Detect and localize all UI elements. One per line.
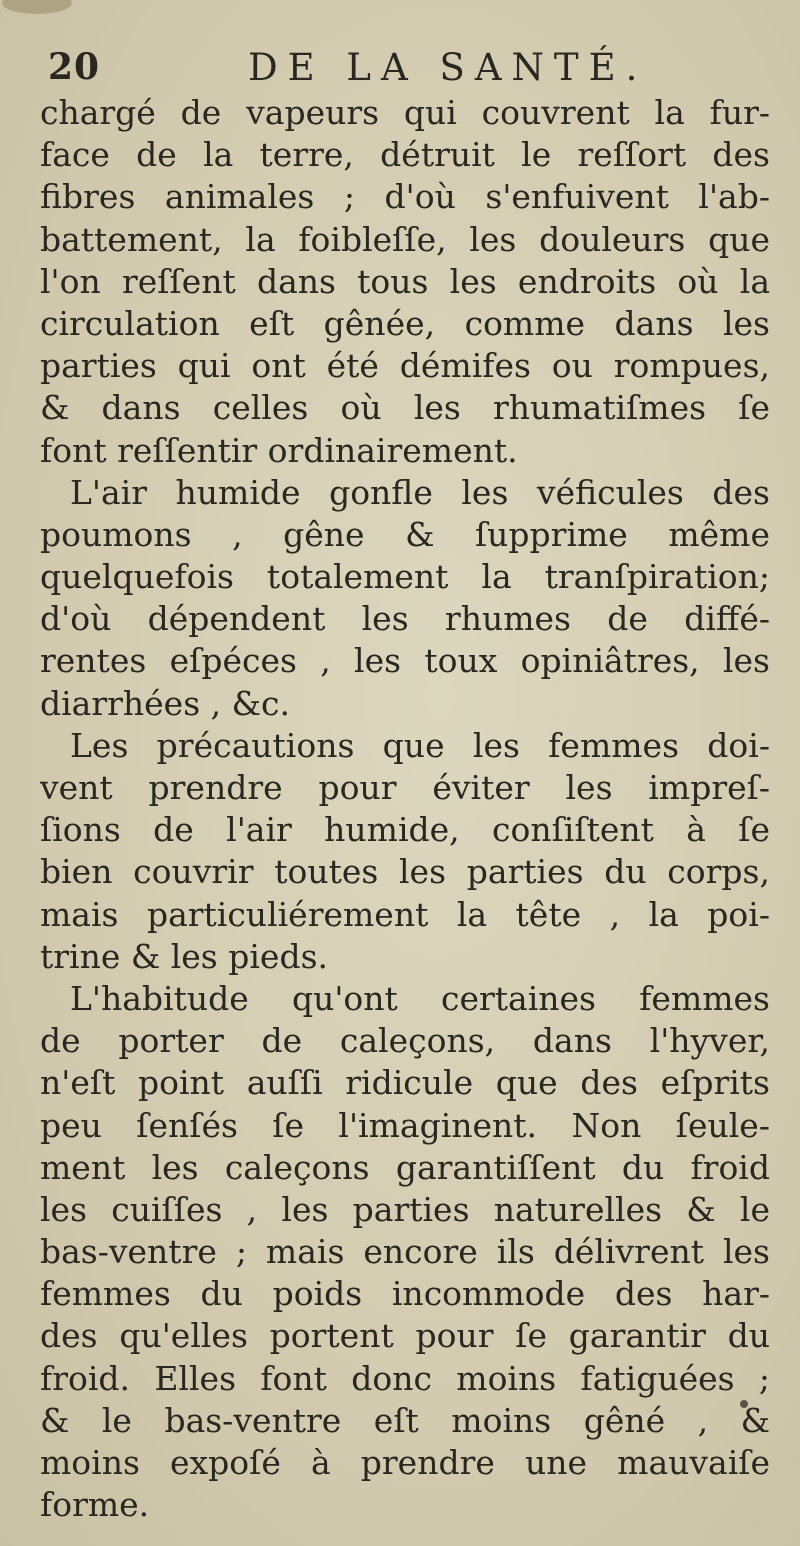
text-line: froid. Elles font donc moins fatiguées ;: [40, 1358, 770, 1398]
text-line: chargé de vapeurs qui couvrent la fur-: [40, 93, 770, 132]
text-line: rentes eſpéces , les toux opiniâtres, les: [40, 641, 770, 681]
text-line: bien couvrir toutes les parties du corps,: [40, 852, 770, 892]
text-line: vent prendre pour éviter les impreſ-: [40, 768, 770, 807]
text-line: L'habitude qu'ont certaines femmes: [70, 978, 770, 1018]
running-title: DE LA SANTÉ.: [248, 46, 648, 89]
text-line: font reſſentir ordinairement.: [40, 430, 518, 470]
text-line: parties qui ont été démifes ou rompues,: [40, 346, 770, 386]
text-line: ment les caleçons garantiſſent du froid: [40, 1147, 770, 1187]
text-line: mais particuliérement la tête , la poi-: [40, 894, 770, 934]
text-line: l'on reſſent dans tous les endroits où la: [40, 261, 770, 301]
page-header: [48, 46, 788, 92]
text-line: femmes du poids incommode des har-: [40, 1274, 770, 1314]
text-line: & le bas-ventre eſt moins gêné , &: [40, 1400, 770, 1440]
paper-stain: [2, 0, 72, 14]
text-line: poumons , gêne & ſupprime même: [40, 514, 770, 554]
text-line: circulation eſt gênée, comme dans les: [40, 303, 770, 343]
text-line: peu ſenſés ſe l'imaginent. Non ſeule-: [40, 1105, 770, 1145]
text-line: ſions de l'air humide, conſiſtent à ſe: [40, 810, 770, 850]
text-line: les cuiſſes , les parties naturelles & le: [40, 1189, 770, 1229]
text-line: trine & les pieds.: [40, 936, 328, 976]
text-line: & dans celles où les rhumatiſmes ſe: [40, 388, 770, 428]
body-text: [40, 92, 770, 1526]
text-line: quelquefois totalement la tranſpiration;: [40, 557, 770, 597]
text-line: bas-ventre ; mais encore ils délivrent les: [40, 1232, 770, 1272]
text-line: d'où dépendent les rhumes de diffé-: [40, 599, 770, 639]
text-line: fibres animales ; d'où s'enfuivent l'ab-: [40, 177, 770, 217]
text-line: battement, la foibleſſe, les douleurs que: [40, 219, 770, 259]
text-line: Les précautions que les femmes doi-: [70, 725, 770, 765]
text-line: face de la terre, détruit le reſſort des: [40, 135, 770, 175]
text-line: des qu'elles portent pour ſe garantir du: [40, 1316, 770, 1356]
text-line: de porter de caleçons, dans l'hyver,: [40, 1021, 770, 1061]
text-line: moins expoſé à prendre une mauvaiſe: [40, 1443, 770, 1482]
text-line: n'eſt point auſſi ridicule que des eſprits: [40, 1063, 770, 1103]
page-number: 20: [48, 46, 101, 88]
text-line: diarrhées , &c.: [40, 683, 290, 723]
text-line: forme.: [40, 1485, 150, 1525]
text-line: L'air humide gonfle les véficules des: [70, 472, 770, 512]
